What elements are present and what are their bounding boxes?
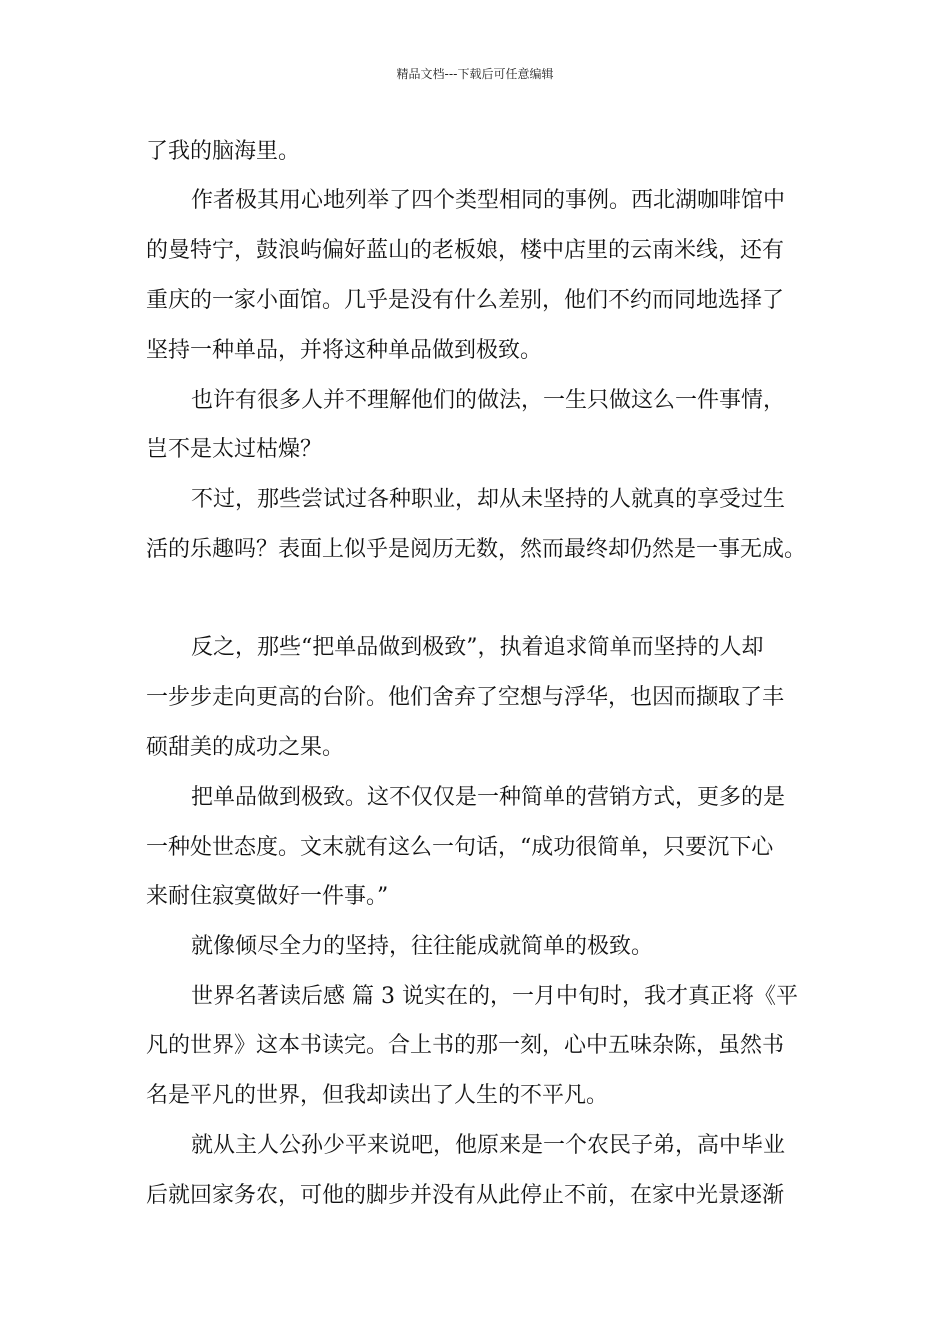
text-line: 了我的脑海里。 bbox=[146, 139, 301, 164]
text-line: 来耐住寂寞做好一件事。” bbox=[146, 884, 389, 909]
paragraph-first-line: 就从主人公孙少平来说吧，他原来是一个农民子弟，高中毕业 bbox=[191, 1133, 786, 1158]
text-line: 一种处世态度。文末就有这么一句话，“成功很简单，只要沉下心 bbox=[146, 835, 774, 860]
paragraph-first-line: 不过，那些尝试过各种职业，却从未坚持的人就真的享受过生 bbox=[191, 487, 786, 512]
paragraph-first-line: 就像倾尽全力的坚持，往往能成就简单的极致。 bbox=[191, 934, 654, 959]
text-line: 重庆的一家小面馆。几乎是没有什么差别，他们不约而同地选择了 bbox=[146, 288, 785, 313]
text-line: 凡的世界》这本书读完。合上书的那一刻，心中五味杂陈，虽然书 bbox=[146, 1033, 785, 1058]
text-line: 后就回家务农，可他的脚步并没有从此停止不前，在家中光景逐渐 bbox=[146, 1183, 785, 1208]
text-line: 活的乐趣吗？表面上似乎是阅历无数，然而最终却仍然是一事无成。 bbox=[146, 537, 807, 562]
paragraph-first-line: 世界名著读后感 篇 3 说实在的，一月中旬时，我才真正将《平 bbox=[191, 984, 798, 1009]
paragraph-first-line: 作者极其用心地列举了四个类型相同的事例。西北湖咖啡馆中 bbox=[191, 188, 786, 213]
paragraph-first-line: 反之，那些“把单品做到极致”，执着追求简单而坚持的人却 bbox=[191, 635, 764, 660]
text-line: 硕甜美的成功之果。 bbox=[146, 735, 345, 760]
page-header: 精品文档---下载后可任意编辑 bbox=[396, 67, 554, 81]
paragraph-first-line: 也许有很多人并不理解他们的做法，一生只做这么一件事情， bbox=[191, 388, 786, 413]
text-line: 岂不是太过枯燥？ bbox=[146, 437, 323, 462]
paragraph-first-line: 把单品做到极致。这不仅仅是一种简单的营销方式，更多的是 bbox=[191, 785, 786, 810]
text-line: 名是平凡的世界，但我却读出了人生的不平凡。 bbox=[146, 1083, 609, 1108]
text-line: 坚持一种单品，并将这种单品做到极致。 bbox=[146, 338, 543, 363]
text-line: 的曼特宁，鼓浪屿偏好蓝山的老板娘，楼中店里的云南米线，还有 bbox=[146, 238, 785, 263]
text-line: 一步步走向更高的台阶。他们舍弃了空想与浮华，也因而撷取了丰 bbox=[146, 685, 785, 710]
